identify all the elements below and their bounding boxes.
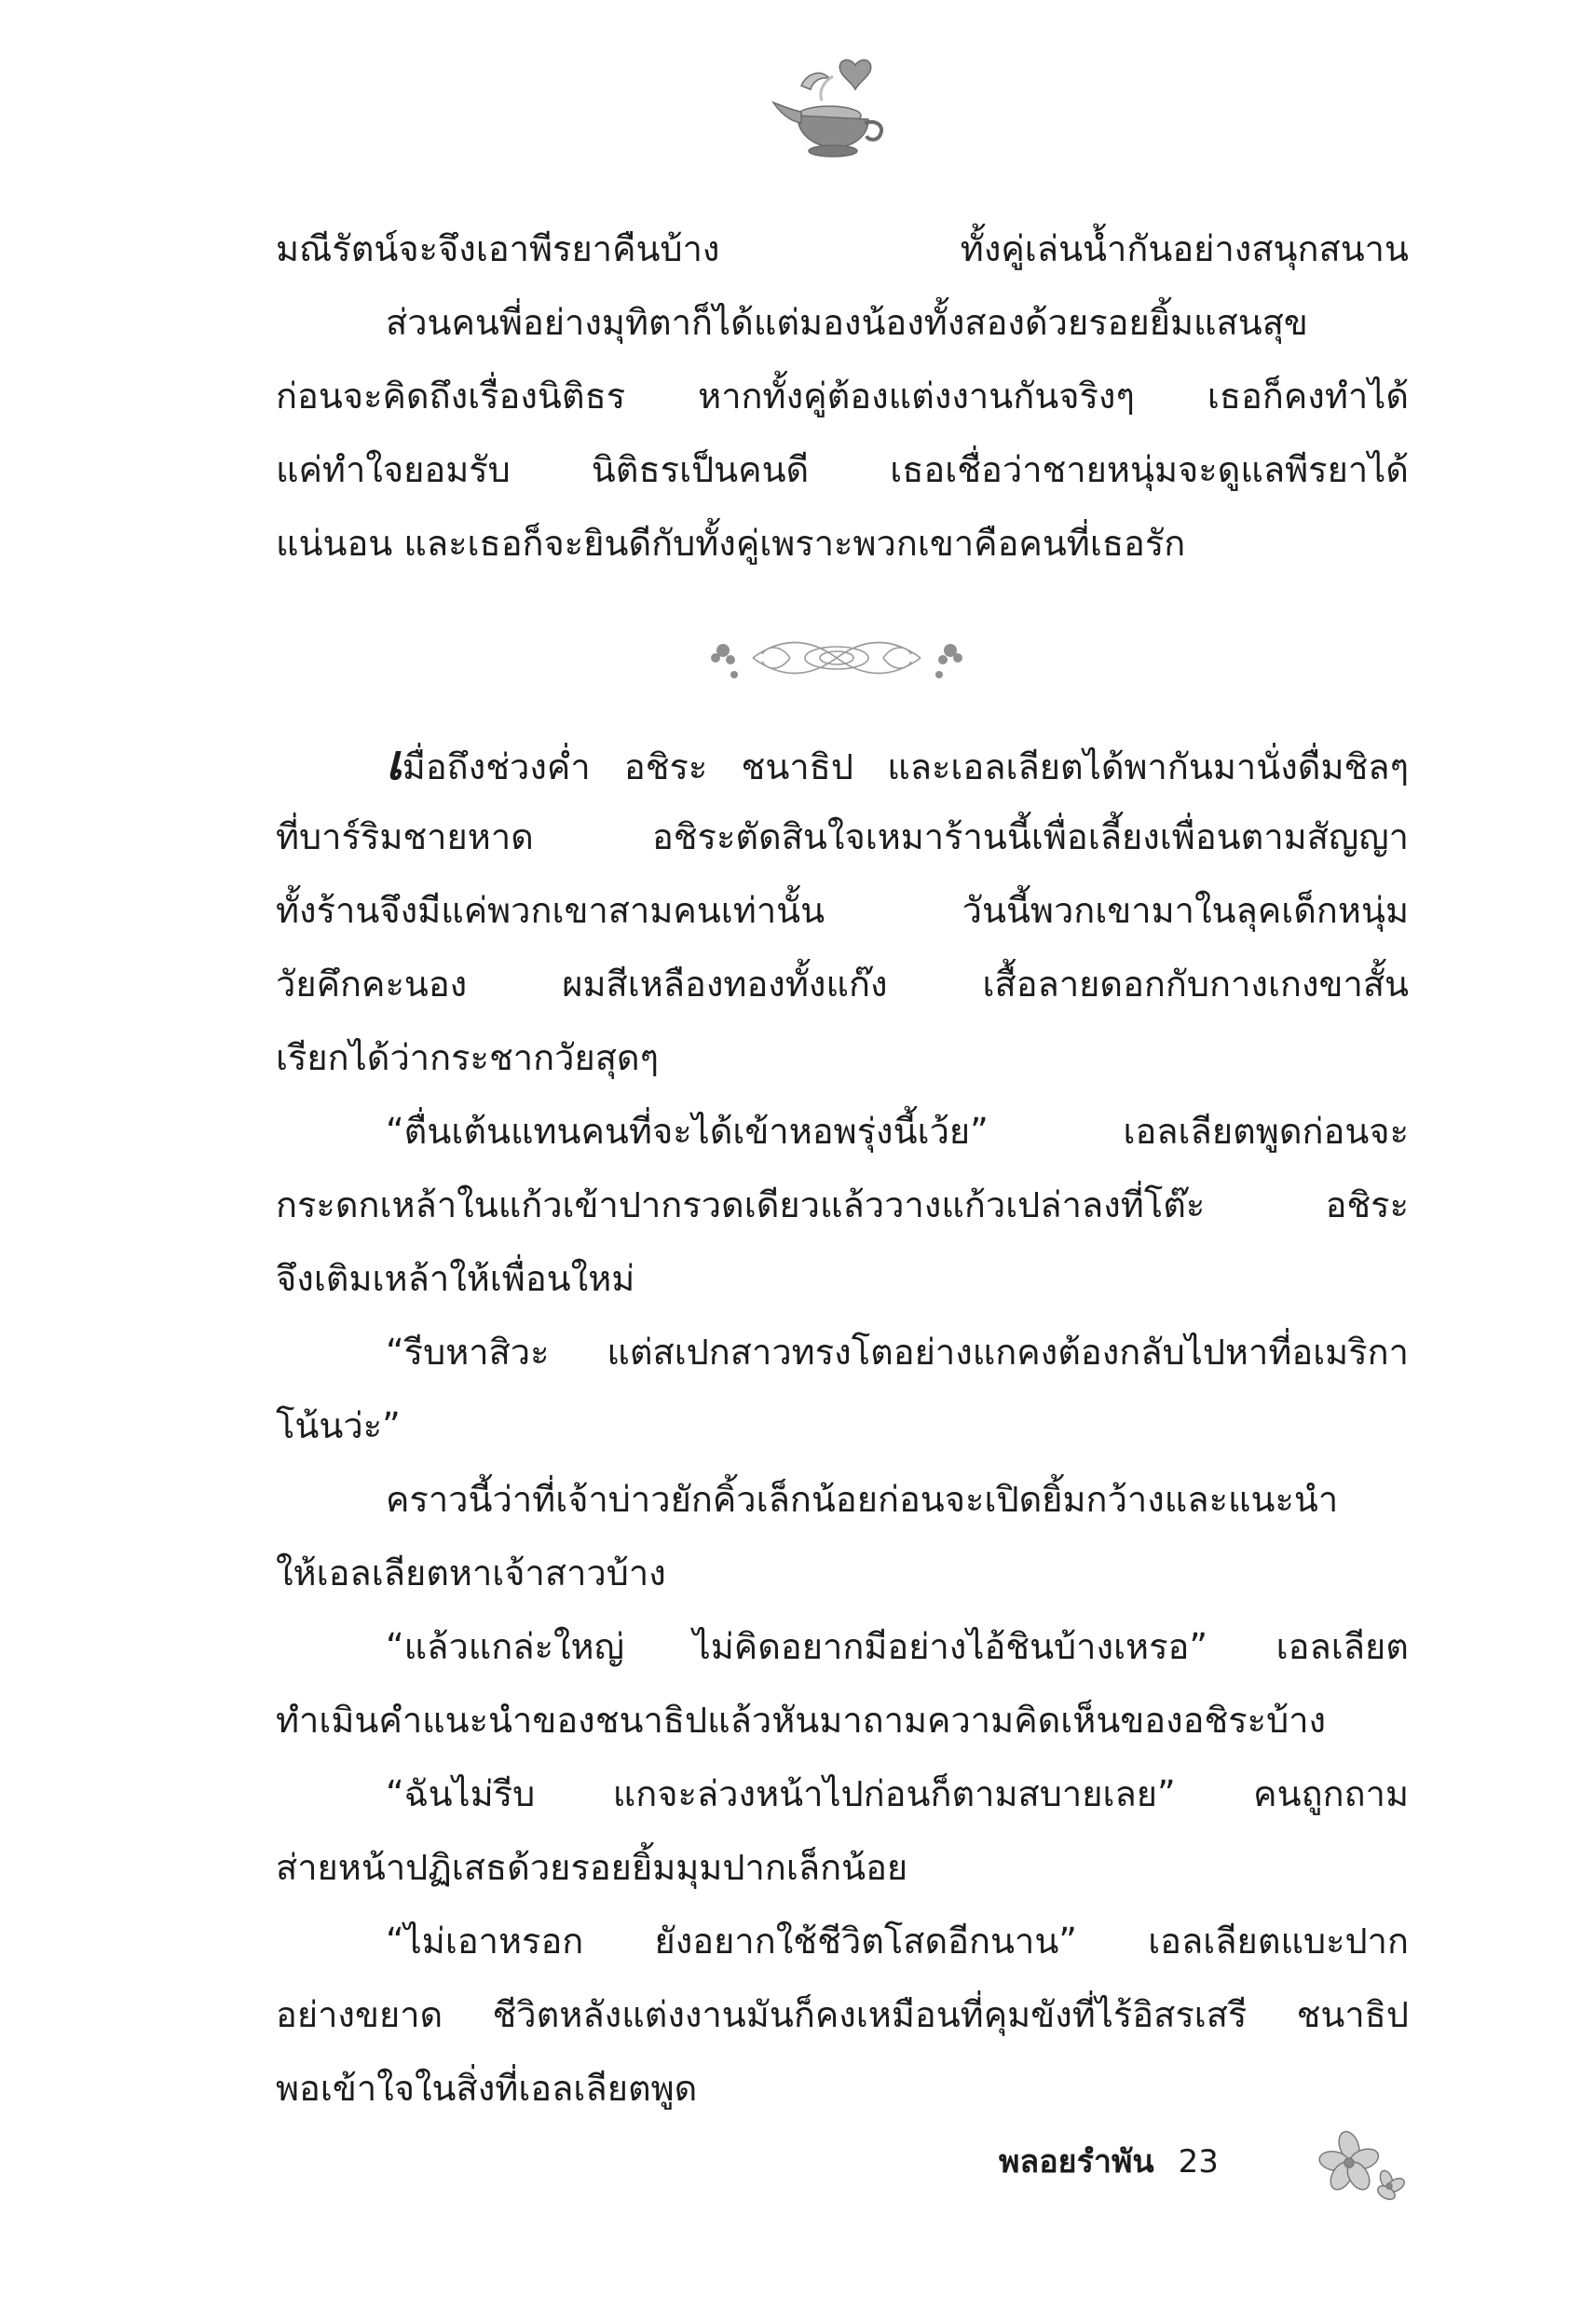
text-line: “ตื่นเต้นแทนคนที่จะได้เข้าหอพรุ่งนี้เว้ย” เอลเลียตพูดก่อนจะ: [386, 1111, 1409, 1152]
book-title: พลอยรำพัน: [999, 2143, 1154, 2181]
genie-lamp-icon: [764, 48, 904, 160]
flower-icon: [1316, 2127, 1409, 2202]
text-line: ทั้งร้านจึงมีแค่พวกเขาสามคนเท่านั้น วันนี้พวกเขามาในลุคเด็กหนุ่ม: [276, 890, 1409, 931]
page-footer: [999, 2134, 1306, 2190]
page-number: 23: [1178, 2143, 1219, 2181]
drop-cap: เ: [386, 735, 402, 791]
text-line: ส่ายหน้าปฏิเสธด้วยรอยยิ้มมุมปากเล็กน้อย: [276, 1847, 908, 1888]
text-line: แน่นอน และเธอก็จะยินดีกับทั้งคู่เพราะพวกเขาคือคนที่เธอรัก: [276, 523, 1186, 564]
text-line: ส่วนคนพี่อย่างมุทิตาก็ได้แต่มองน้องทั้งสองด้วยรอยยิ้มแสนสุข: [386, 302, 1308, 343]
text-line: คราวนี้ว่าที่เจ้าบ่าวยักคิ้วเล็กน้อยก่อนจะเปิดยิ้มกว้างและแนะนำ: [386, 1479, 1339, 1520]
text-line: เรียกได้ว่ากระชากวัยสุดๆ: [276, 1037, 659, 1078]
text-line: โน้นว่ะ”: [276, 1405, 401, 1446]
text-line: จึงเติมเหล้าให้เพื่อนใหม่: [276, 1258, 635, 1299]
main-paragraph: [276, 727, 1409, 2126]
text-line: “ไม่เอาหรอก ยังอยากใช้ชีวิตโสดอีกนาน” เอลเลียตแบะปาก: [386, 1921, 1409, 1962]
text-line: “แล้วแกล่ะใหญ่ ไม่คิดอยากมีอย่างไอ้ชินบ้างเหรอ” เอลเลียต: [386, 1626, 1409, 1667]
top-paragraph: [276, 212, 1409, 581]
text-line: ที่บาร์ริมชายหาด อชิระตัดสินใจเหมาร้านนี้เพื่อเลี้ยงเพื่อนตามสัญญา: [276, 816, 1409, 857]
text-line: แค่ทำใจยอมรับ นิติธรเป็นคนดี เธอเชื่อว่าชายหนุ่มจะดูแลพีรยาได้: [276, 449, 1409, 490]
text-line: มณีรัตน์จะจึงเอาพีรยาคืนบ้าง ทั้งคู่เล่นน้ำกันอย่างสนุกสนาน: [276, 228, 1409, 269]
text-line: กระดกเหล้าในแก้วเข้าปากรวดเดียวแล้ววางแก้วเปล่าลงที่โต๊ะ อชิระ: [276, 1184, 1409, 1225]
text-line: พอเข้าใจในสิ่งที่เอลเลียตพูด: [276, 2068, 698, 2109]
text-line-rest: มื่อถึงช่วงค่ำ อชิระ ชนาธิป และเอลเลียตได้พากันมานั่งดื่มชิลๆ: [402, 746, 1409, 787]
text-line: ก่อนจะคิดถึงเรื่องนิติธร หากทั้งคู่ต้องแต่งงานกันจริงๆ เธอก็คงทำได้: [276, 376, 1409, 417]
text-line: ให้เอลเลียตหาเจ้าสาวบ้าง: [276, 1552, 666, 1593]
text-line: ทำเมินคำแนะนำของชนาธิปแล้วหันมาถามความคิดเห็นของอชิระบ้าง: [276, 1700, 1327, 1741]
text-line: “ฉันไม่รีบ แกจะล่วงหน้าไปก่อนก็ตามสบายเลย” คนถูกถาม: [386, 1773, 1409, 1814]
floral-divider-icon: [697, 621, 976, 695]
text-line: อย่างขยาด ชีวิตหลังแต่งงานมันก็คงเหมือนที่คุมขังที่ไร้อิสรเสรี ชนาธิป: [276, 1994, 1409, 2035]
text-line: “รีบหาสิวะ แต่สเปกสาวทรงโตอย่างแกคงต้องกลับไปหาที่อเมริกา: [386, 1332, 1409, 1373]
text-line: วัยคึกคะนอง ผมสีเหลืองทองทั้งแก๊ง เสื้อลายดอกกับกางเกงขาสั้น: [276, 964, 1409, 1005]
text-line: [276, 727, 1409, 800]
